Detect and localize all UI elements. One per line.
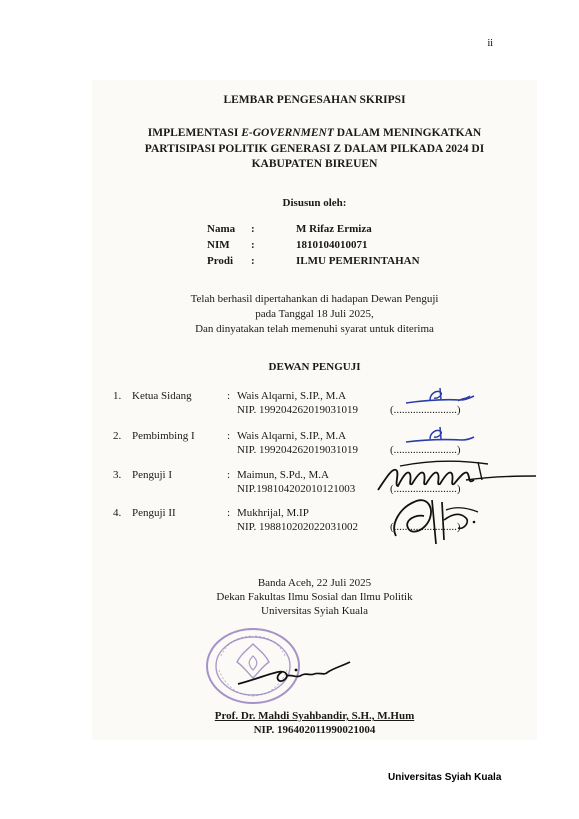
signature-blank: (.......................): [390, 404, 461, 416]
member-number: 3.: [113, 469, 122, 481]
signature-blank: (.......................): [390, 444, 461, 456]
signature-pembimbing: [400, 424, 478, 450]
thesis-title-line1: IMPLEMENTASI E-GOVERNMENT DALAM MENINGKATKAN: [147, 127, 482, 139]
defense-line1: Telah berhasil dipertahankan di hadapan Dewan Penguji: [190, 293, 439, 305]
thesis-title-line3: KABUPATEN BIREUEN: [251, 158, 378, 170]
member-name: Wais Alqarni, S.IP., M.A: [237, 390, 347, 402]
board-heading: DEWAN PENGUJI: [268, 361, 361, 373]
member-nip: NIP. 199204262019031019: [237, 444, 359, 456]
dean-position: Dekan Fakultas Ilmu Sosial dan Ilmu Politik: [216, 591, 413, 603]
signature-blank: (.......................): [390, 483, 461, 495]
member-colon: :: [227, 507, 231, 519]
member-role: Penguji II: [132, 507, 176, 519]
member-number: 4.: [113, 507, 122, 519]
dean-name: Prof. Dr. Mahdi Syahbandir, S.H., M.Hum: [214, 710, 415, 722]
signature-blank: (.......................): [390, 521, 461, 533]
member-role: Penguji I: [132, 469, 173, 481]
page-number: ii: [487, 38, 493, 49]
member-nip: NIP. 198810202022031002: [237, 521, 359, 533]
thesis-title-line2: PARTISIPASI POLITIK GENERASI Z DALAM PILKADA 2024 DI: [144, 143, 485, 155]
member-nip: NIP. 199204262019031019: [237, 404, 359, 416]
dean-nip: NIP. 196402011990021004: [253, 724, 376, 736]
member-role: Ketua Sidang: [132, 390, 192, 402]
member-colon: :: [227, 430, 231, 442]
member-number: 2.: [113, 430, 122, 442]
member-name: Wais Alqarni, S.IP., M.A: [237, 430, 347, 442]
signature-ketua-sidang: [400, 384, 478, 410]
member-number: 1.: [113, 390, 122, 402]
place-date: Banda Aceh, 22 Juli 2025: [257, 577, 372, 589]
signature-dean: [234, 654, 364, 694]
sheet-title: LEMBAR PENGESAHAN SKRIPSI: [223, 94, 406, 106]
member-nip: NIP.198104202010121003: [237, 483, 356, 495]
author-nim: 1810104010071: [296, 239, 368, 251]
member-name: Maimun, S.Pd., M.A: [237, 469, 329, 481]
member-colon: :: [227, 469, 231, 481]
page-footer: Universitas Syiah Kuala: [388, 772, 502, 783]
member-role: Pembimbing I: [132, 430, 195, 442]
author-colon: :: [251, 239, 255, 251]
author-label-prodi: Prodi: [207, 255, 234, 267]
author-label-nim: NIM: [207, 239, 230, 251]
defense-line2: pada Tanggal 18 Juli 2025,: [255, 308, 374, 320]
author-colon: :: [251, 255, 255, 267]
university-name: Universitas Syiah Kuala: [261, 605, 368, 617]
author-heading: Disusun oleh:: [282, 197, 347, 209]
author-name: M Rifaz Ermiza: [296, 223, 372, 235]
signature-penguji-2: [386, 492, 482, 548]
defense-line3: Dan dinyatakan telah memenuhi syarat untuk diterima: [195, 323, 434, 335]
member-colon: :: [227, 390, 231, 402]
author-colon: :: [251, 223, 255, 235]
author-prodi: ILMU PEMERINTAHAN: [296, 255, 420, 267]
author-label-name: Nama: [207, 223, 236, 235]
member-name: Mukhrijal, M.IP: [237, 507, 309, 519]
